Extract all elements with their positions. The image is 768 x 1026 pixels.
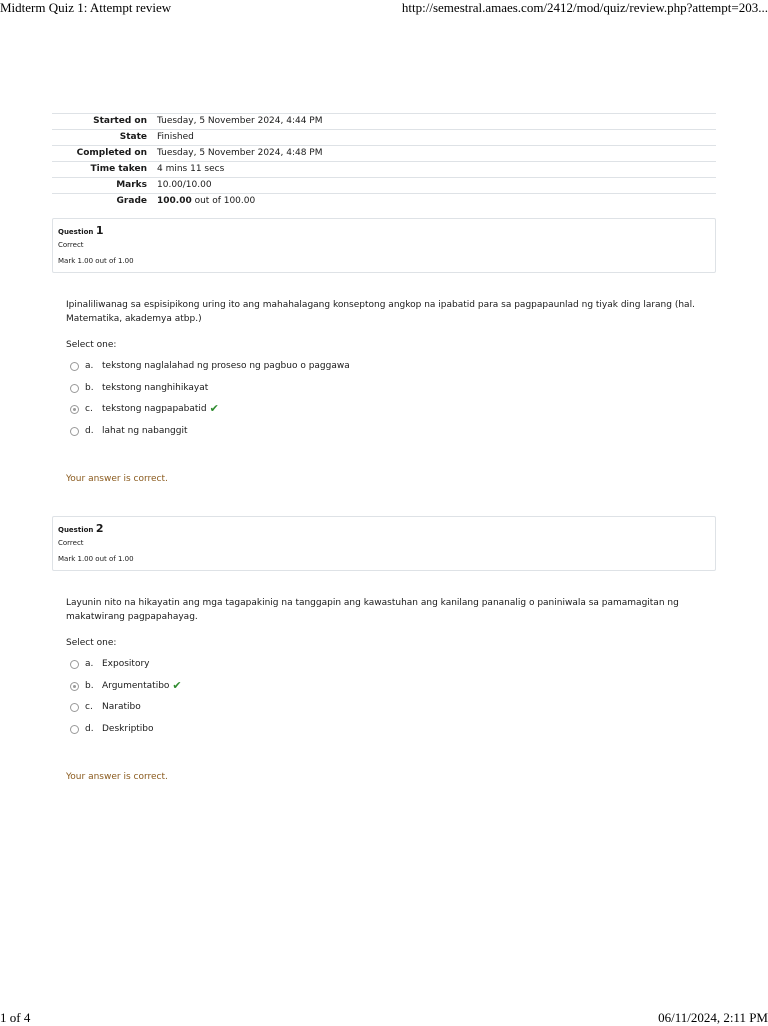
question-text-2: Layunin nito na hikayatin ang mga tagapakinig na tanggapin ang kawastuhan ang kanilang pananalig o paniniwala sa pamamagitan ng makatwirang pagpapahayag. <box>66 598 679 622</box>
select-one-prompt: Select one: <box>66 340 117 350</box>
question-info-1 <box>52 218 716 273</box>
summary-row <box>52 146 716 162</box>
summary-label: Time taken <box>52 162 152 178</box>
option-text: tekstong nanghihikayat <box>102 383 209 393</box>
summary-row <box>52 162 716 178</box>
grade-score: 100.00 <box>157 196 192 206</box>
question-state: Correct <box>58 241 84 249</box>
answer-option[interactable] <box>70 402 219 416</box>
question-info-2 <box>52 516 716 571</box>
print-header <box>0 0 768 16</box>
radio-button[interactable] <box>70 427 79 436</box>
answer-option[interactable] <box>70 359 350 373</box>
summary-row <box>52 130 716 146</box>
summary-label: Marks <box>52 178 152 194</box>
radio-button[interactable] <box>70 660 79 669</box>
summary-label: State <box>52 130 152 146</box>
option-letter: d. <box>85 724 94 734</box>
question-prefix: Question <box>58 526 96 534</box>
option-text: tekstong nagpapabatid <box>102 404 207 414</box>
summary-value: 4 mins 11 secs <box>152 162 716 178</box>
select-one-prompt: Select one: <box>66 638 117 648</box>
answer-option[interactable] <box>70 657 149 671</box>
summary-row <box>52 178 716 194</box>
answer-feedback: Your answer is correct. <box>66 772 168 782</box>
answer-feedback: Your answer is correct. <box>66 474 168 484</box>
summary-value: Tuesday, 5 November 2024, 4:44 PM <box>152 114 716 130</box>
attempt-summary-table <box>52 113 716 209</box>
check-icon: ✔ <box>209 402 219 415</box>
answer-option[interactable] <box>70 424 188 438</box>
summary-row <box>52 114 716 130</box>
option-text: lahat ng nabanggit <box>102 426 188 436</box>
answer-option[interactable] <box>70 381 208 395</box>
question-state: Correct <box>58 539 84 547</box>
question-num: 2 <box>95 522 104 535</box>
grade-value <box>152 194 716 210</box>
option-letter: c. <box>85 702 93 712</box>
question-num: 1 <box>95 224 104 237</box>
radio-button[interactable] <box>70 384 79 393</box>
radio-button[interactable] <box>70 362 79 371</box>
summary-value: 10.00/10.00 <box>152 178 716 194</box>
summary-value: Finished <box>152 130 716 146</box>
answer-option[interactable] <box>70 679 182 693</box>
option-text: Argumentatibo <box>102 681 170 691</box>
summary-row-grade <box>52 194 716 210</box>
option-letter: a. <box>85 361 94 371</box>
page-title: Midterm Quiz 1: Attempt review <box>0 0 172 15</box>
question-prefix: Question <box>58 228 96 236</box>
question-number <box>58 522 103 535</box>
option-letter: c. <box>85 404 93 414</box>
summary-label: Completed on <box>52 146 152 162</box>
radio-button-checked[interactable] <box>70 405 79 414</box>
option-text: Naratibo <box>102 702 141 712</box>
grade-total: out of 100.00 <box>191 196 256 206</box>
check-icon: ✔ <box>172 679 182 692</box>
print-datetime: 06/11/2024, 2:11 PM <box>658 1010 768 1025</box>
radio-button-checked[interactable] <box>70 682 79 691</box>
summary-label: Started on <box>52 114 152 130</box>
question-number <box>58 224 103 237</box>
option-text: Deskriptibo <box>102 724 154 734</box>
option-letter: a. <box>85 659 94 669</box>
option-text: Expository <box>102 659 150 669</box>
question-text-1: Ipinaliliwanag sa espisipikong uring ito ang mahahalagang konseptong angkop na ipabatid para sa pagpapaunlad ng tiyak ding larang (hal. Matematika, akademya atbp.) <box>66 300 695 324</box>
question-grade: Mark 1.00 out of 1.00 <box>58 257 134 265</box>
page-url[interactable]: http://semestral.amaes.com/2412/mod/quiz/review.php?attempt=203... <box>401 0 768 15</box>
summary-label: Grade <box>52 194 152 210</box>
page-count: 1 of 4 <box>0 1010 31 1025</box>
option-letter: d. <box>85 426 94 436</box>
summary-value: Tuesday, 5 November 2024, 4:48 PM <box>152 146 716 162</box>
answer-option[interactable] <box>70 722 154 736</box>
question-grade: Mark 1.00 out of 1.00 <box>58 555 134 563</box>
option-text: tekstong naglalahad ng proseso ng pagbuo o paggawa <box>102 361 350 371</box>
radio-button[interactable] <box>70 725 79 734</box>
radio-button[interactable] <box>70 703 79 712</box>
option-letter: b. <box>85 681 94 691</box>
answer-option[interactable] <box>70 700 141 714</box>
option-letter: b. <box>85 383 94 393</box>
